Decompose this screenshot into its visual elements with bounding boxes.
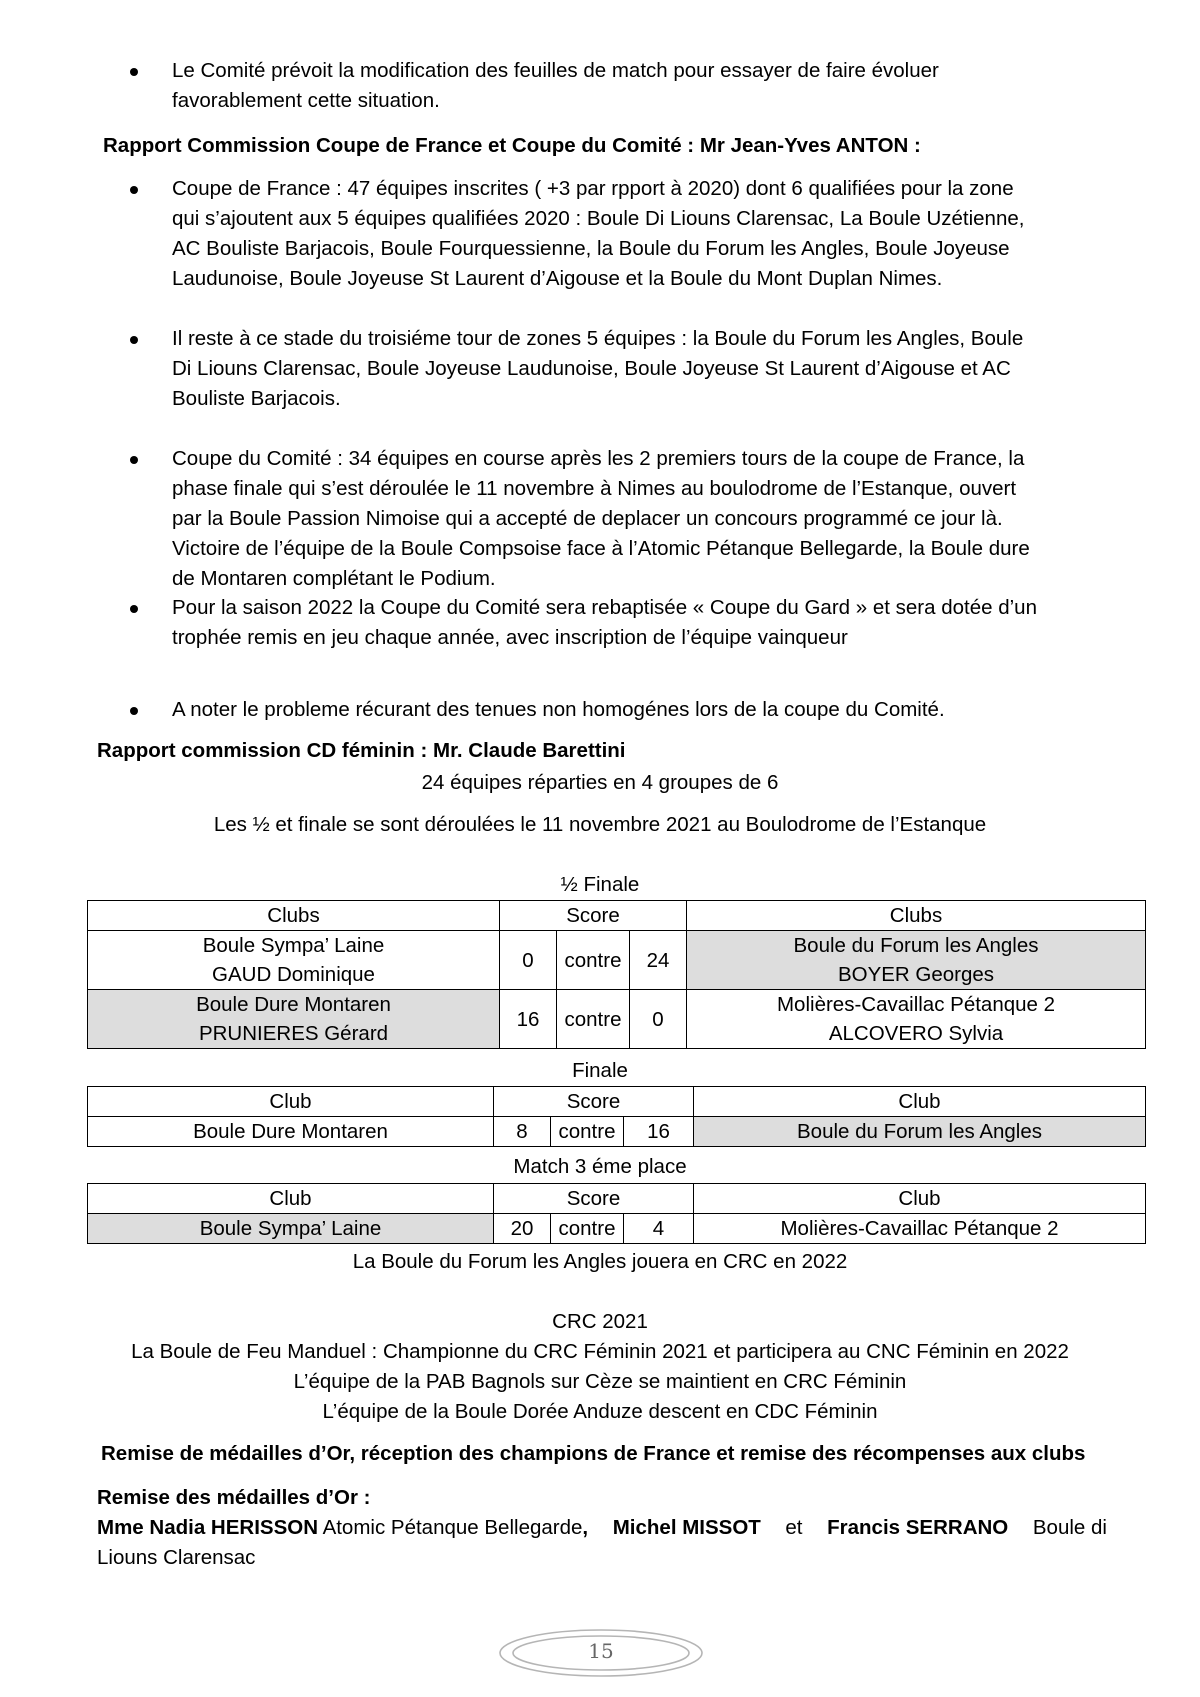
- bullet-icon: [130, 605, 138, 613]
- finale-table: [87, 1086, 1146, 1147]
- bullet-text: A noter le probleme récurant des tenues non homogénes lors de la coupe du Comité.: [172, 698, 945, 721]
- bullet-text: Coupe de France : 47 équipes inscrites ( +3 par rpport à 2020) dont 6 qualifiées pour la zone qui s’ajoutent aux 5 équipes qualifiées 2020 : Boule Di Liouns Clarensac, La Boule Uzétienne, AC Bouliste Barjacois, Boule Fourquessienne, la Boule du Forum les Angles, Boule Joyeuse Laudunoise, Boule Joyeuse St Laurent d’Aigouse et la Boule du Mont Duplan Nimes.: [172, 177, 1025, 290]
- club-cell: Boule Sympa’ Laine GAUD Dominique: [88, 931, 500, 990]
- score-cell: 16: [500, 990, 557, 1049]
- table-row: [88, 931, 1146, 990]
- page-number-badge: [498, 1628, 704, 1678]
- versus-cell: contre: [557, 990, 630, 1049]
- bullet-text: Pour la saison 2022 la Coupe du Comité sera rebaptisée « Coupe du Gard » et sera dotée d’un trophée remis en jeu chaque année, avec inscription de l’équipe vainqueur: [172, 596, 1037, 649]
- demi-finale-caption: ½ Finale: [560, 873, 640, 896]
- score-cell: 24: [630, 931, 687, 990]
- header-cell: Score: [500, 901, 687, 931]
- feminin-dates-line: Les ½ et finale se sont déroulées le 11 novembre 2021 au Boulodrome de l’Estanque: [213, 813, 987, 836]
- table-row: [88, 1117, 1146, 1147]
- score-cell: 16: [624, 1117, 694, 1147]
- winner-club-cell: Boule Sympa’ Laine: [88, 1214, 494, 1244]
- crc-promotion-note: La Boule du Forum les Angles jouera en CRC en 2022: [352, 1250, 848, 1273]
- demi-finale-table: [87, 900, 1146, 1049]
- paragraph-line: Liouns Clarensac: [97, 1546, 256, 1569]
- crc-line: L’équipe de la Boule Dorée Anduze descent en CDC Féminin: [322, 1400, 878, 1423]
- feminin-heading: Rapport commission CD féminin : Mr. Claude Barettini: [97, 739, 626, 762]
- third-place-table: [87, 1183, 1146, 1244]
- bullet-text: Le Comité prévoit la modification des feuilles de match pour essayer de faire évoluer favorablement cette situation.: [172, 59, 939, 112]
- crc-line: L’équipe de la PAB Bagnols sur Cèze se maintient en CRC Féminin: [293, 1370, 907, 1393]
- header-cell: Score: [494, 1184, 694, 1214]
- feminin-groups-line: 24 équipes réparties en 4 groupes de 6: [421, 771, 779, 794]
- header-cell: Clubs: [687, 901, 1146, 931]
- medailles-paragraph: [97, 1513, 1107, 1573]
- recipient-name: Michel MISSOT: [612, 1516, 761, 1539]
- header-cell: Score: [494, 1087, 694, 1117]
- score-cell: 4: [624, 1214, 694, 1244]
- versus-cell: contre: [551, 1117, 624, 1147]
- header-cell: Club: [88, 1184, 494, 1214]
- recipient-name: Francis SERRANO: [827, 1516, 1009, 1539]
- bullet-icon: [130, 707, 138, 715]
- recipient-club: Boule di: [1032, 1516, 1107, 1539]
- winner-club-cell: Boule Dure Montaren PRUNIERES Gérard: [88, 990, 500, 1049]
- versus-cell: contre: [557, 931, 630, 990]
- winner-club-cell: Boule du Forum les Angles BOYER Georges: [687, 931, 1146, 990]
- score-cell: 0: [500, 931, 557, 990]
- page-number: 15: [588, 1639, 614, 1663]
- table-row: [88, 1214, 1146, 1244]
- header-cell: Clubs: [88, 901, 500, 931]
- club-cell: Boule Dure Montaren: [88, 1117, 494, 1147]
- medailles-subheading: Remise des médailles d’Or :: [97, 1486, 371, 1509]
- header-cell: Club: [694, 1184, 1146, 1214]
- bullet-icon: [130, 336, 138, 344]
- third-place-caption: Match 3 éme place: [513, 1155, 687, 1178]
- coupe-heading: Rapport Commission Coupe de France et Coupe du Comité : Mr Jean-Yves ANTON :: [103, 134, 921, 157]
- recipient-name: Mme Nadia HERISSON: [97, 1516, 318, 1539]
- bullet-text: Il reste à ce stade du troisiéme tour de zones 5 équipes : la Boule du Forum les Angles, Boule Di Liouns Clarensac, Boule Joyeuse Laudunoise, Boule Joyeuse St Laurent d’Aigouse et AC Bouliste Barjacois.: [172, 327, 1024, 410]
- paragraph-line: Mme Nadia HERISSON Atomic Pétanque Bellegarde, Michel MISSOT et Francis SERRANO Boule di: [97, 1513, 1107, 1543]
- bullet-icon: [130, 68, 138, 76]
- finale-caption: Finale: [572, 1059, 628, 1082]
- medailles-heading: Remise de médailles d’Or, réception des champions de France et remise des récompenses aux clubs: [101, 1442, 1086, 1465]
- table-header-row: [88, 1184, 1146, 1214]
- versus-cell: contre: [551, 1214, 624, 1244]
- table-header-row: [88, 1087, 1146, 1117]
- header-cell: Club: [88, 1087, 494, 1117]
- header-cell: Club: [694, 1087, 1146, 1117]
- score-cell: 0: [630, 990, 687, 1049]
- table-row: [88, 990, 1146, 1049]
- bullet-icon: [130, 456, 138, 464]
- table-header-row: [88, 901, 1146, 931]
- club-cell: Molières-Cavaillac Pétanque 2 ALCOVERO Sylvia: [687, 990, 1146, 1049]
- bullet-text: Coupe du Comité : 34 équipes en course après les 2 premiers tours de la coupe de France, la phase finale qui s’est déroulée le 11 novembre à Nimes au boulodrome de l’Estanque, ouvert par la Boule Passion Nimoise qui a accepté de deplacer un concours programmé ce jour là. Victoire de l’équipe de la Boule Compsoise face à l’Atomic Pétanque Bellegarde, la Boule dure de Montaren complétant le Podium.: [172, 447, 1030, 590]
- crc-line: La Boule de Feu Manduel : Championne du CRC Féminin 2021 et participera au CNC Féminin en 2022: [131, 1340, 1069, 1363]
- winner-club-cell: Boule du Forum les Angles: [694, 1117, 1146, 1147]
- score-cell: 20: [494, 1214, 551, 1244]
- score-cell: 8: [494, 1117, 551, 1147]
- recipient-club: Atomic Pétanque Bellegarde: [318, 1516, 583, 1539]
- bullet-icon: [130, 186, 138, 194]
- club-cell: Molières-Cavaillac Pétanque 2: [694, 1214, 1146, 1244]
- crc-title: CRC 2021: [552, 1310, 648, 1333]
